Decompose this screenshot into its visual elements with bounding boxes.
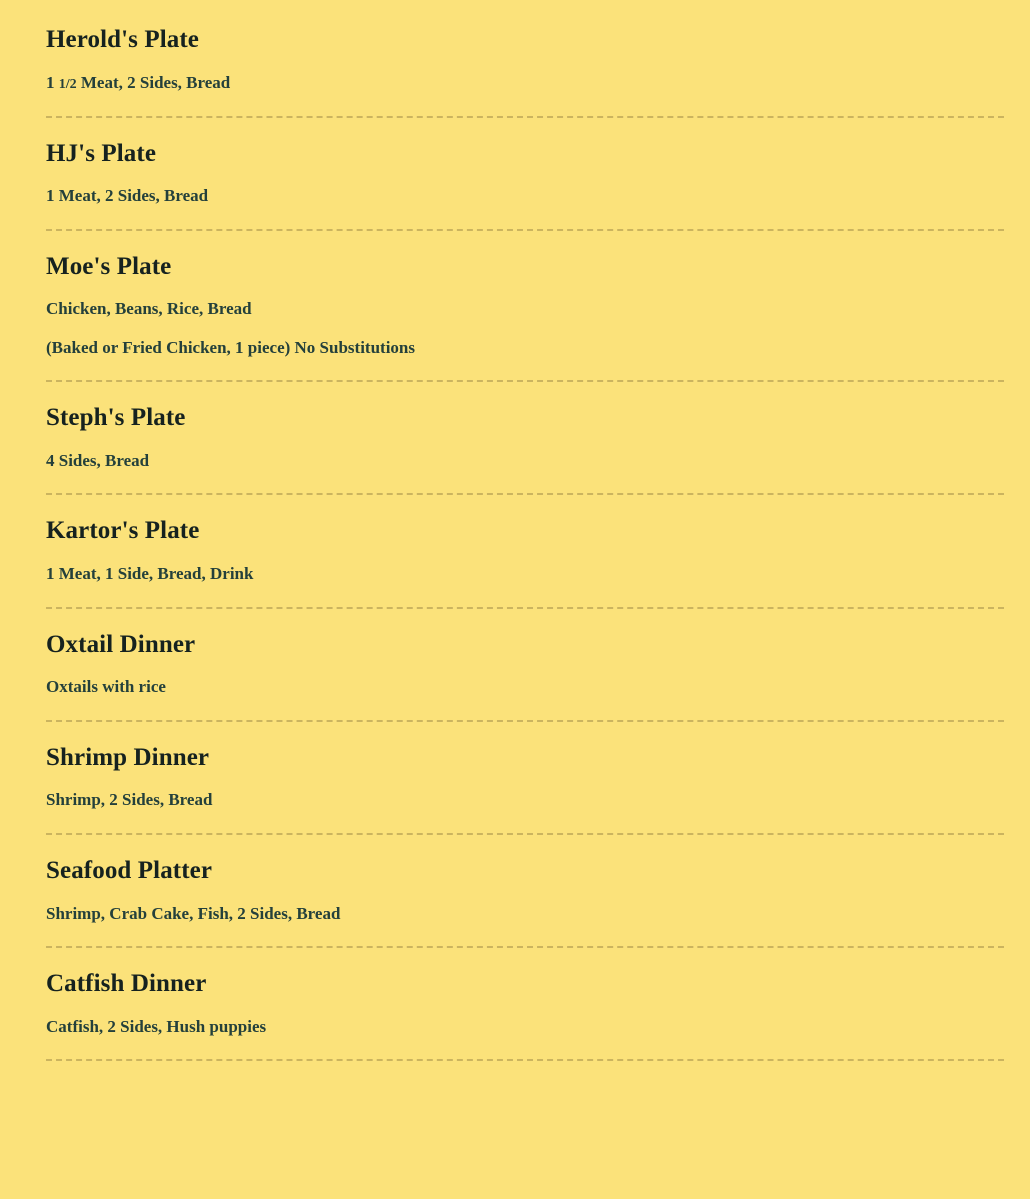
menu-item-title: Steph's Plate [46,404,186,432]
menu-item-description: Shrimp, 2 Sides, Bread [46,790,213,810]
menu-item-title: Kartor's Plate [46,517,200,545]
menu-item [46,609,1004,722]
menu-item [46,382,1004,495]
menu-item-description: 1 Meat, 1 Side, Bread, Drink [46,564,254,584]
menu-item-list [46,0,1004,1061]
menu-item-description: 1 1/2 Meat, 2 Sides, Bread [46,72,231,92]
menu-item-title: Shrimp Dinner [46,743,210,771]
menu-item-description: Chicken, Beans, Rice, Bread [46,299,252,319]
menu-item-description: Catfish, 2 Sides, Hush puppies [46,1016,267,1036]
menu-item-title: Seafood Platter [46,856,213,884]
menu-item [46,948,1004,1061]
menu-item [46,118,1004,231]
menu-item [46,495,1004,608]
menu-item [46,0,1004,118]
menu-item-description: 4 Sides, Bread [46,450,150,470]
menu-item-description: 1 Meat, 2 Sides, Bread [46,186,209,206]
menu-item-description: Oxtails with rice [46,677,166,697]
menu-item-title: Herold's Plate [46,26,199,53]
menu-item-title: Oxtail Dinner [46,630,196,658]
menu-item-title: HJ's Plate [46,139,157,167]
menu-item [46,722,1004,835]
menu-item-description: Shrimp, Crab Cake, Fish, 2 Sides, Bread [46,903,341,923]
menu-item [46,835,1004,948]
menu-item-title: Catfish Dinner [46,969,207,997]
menu-item [46,231,1004,383]
menu-item-description-note: (Baked or Fried Chicken, 1 piece) No Substitutions [46,337,415,357]
page-bottom-spacer [46,1061,1004,1095]
menu-item-title: Moe's Plate [46,252,172,280]
